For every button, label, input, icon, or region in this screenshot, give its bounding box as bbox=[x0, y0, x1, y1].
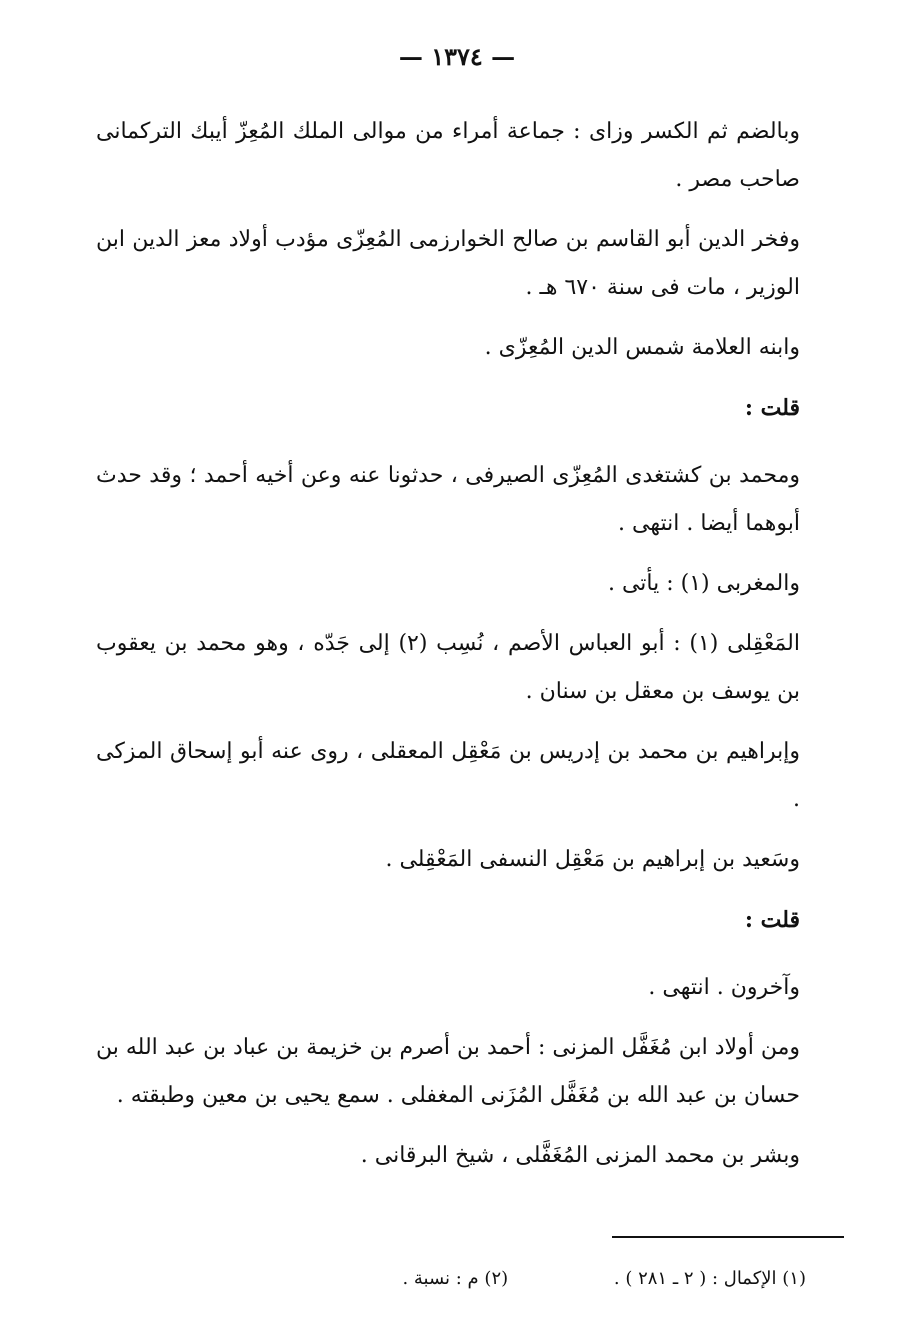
paragraph: المَعْقِلى (١) : أبو العباس الأصم ، نُسِب (٢) إلى جَدّه ، وهو محمد بن يعقوب بن يوسف بن معقل بن سنان . bbox=[96, 631, 800, 704]
paragraph: وفخر الدين أبو القاسم بن صالح الخوارزمى المُعِزّى مؤدب أولاد معز الدين ابن الوزير ، مات فى سنة ٦٧٠ هـ . bbox=[96, 227, 800, 300]
paragraph: وابنه العلامة شمس الدين المُعِزّى . bbox=[484, 335, 800, 360]
footnotes bbox=[402, 1268, 806, 1289]
paragraph: وبشر بن محمد المزنى المُغَفَّلى ، شيخ البرقانى . bbox=[360, 1143, 800, 1168]
section-heading: قلت : bbox=[744, 907, 800, 933]
paragraph: ومحمد بن كشتغدى المُعِزّى الصيرفى ، حدثونا عنه وعن أخيه أحمد ؛ وقد حدث أبوهما أيضا . انتهى . bbox=[96, 463, 800, 536]
paragraph: والمغربى (١) : يأتى . bbox=[607, 571, 800, 596]
section-heading: قلت : bbox=[744, 395, 800, 421]
footnote-2: (٢) م : نسبة . bbox=[402, 1268, 509, 1289]
paragraph: وآخرون . انتهى . bbox=[648, 975, 800, 1000]
paragraph: وإبراهيم بن محمد بن إدريس بن مَعْقِل المعقلى ، روى عنه أبو إسحاق المزكى . bbox=[96, 739, 800, 812]
paragraph: وبالضم ثم الكسر وزاى : جماعة أمراء من موالى الملك المُعِزّ أيبك التركمانى صاحب مصر . bbox=[96, 119, 800, 192]
page-number: — ١٣٧٤ — bbox=[398, 42, 516, 71]
main-text bbox=[96, 108, 838, 1192]
paragraph: ومن أولاد ابن مُغَفَّل المزنى : أحمد بن أصرم بن خزيمة بن عباد بن عبد الله بن حسان بن عبد الله بن مُغَفَّل المُزَنى المغفلى . سمع يحيى بن معين وطبقته . bbox=[96, 1035, 800, 1108]
footnote-divider bbox=[612, 1236, 844, 1238]
footnote-1: (١) الإكمال : ( ٢ ـ ٢٨١ ) . bbox=[613, 1268, 806, 1289]
paragraph: وسَعيد بن إبراهيم بن مَعْقِل النسفى المَعْقِلى . bbox=[385, 847, 800, 872]
